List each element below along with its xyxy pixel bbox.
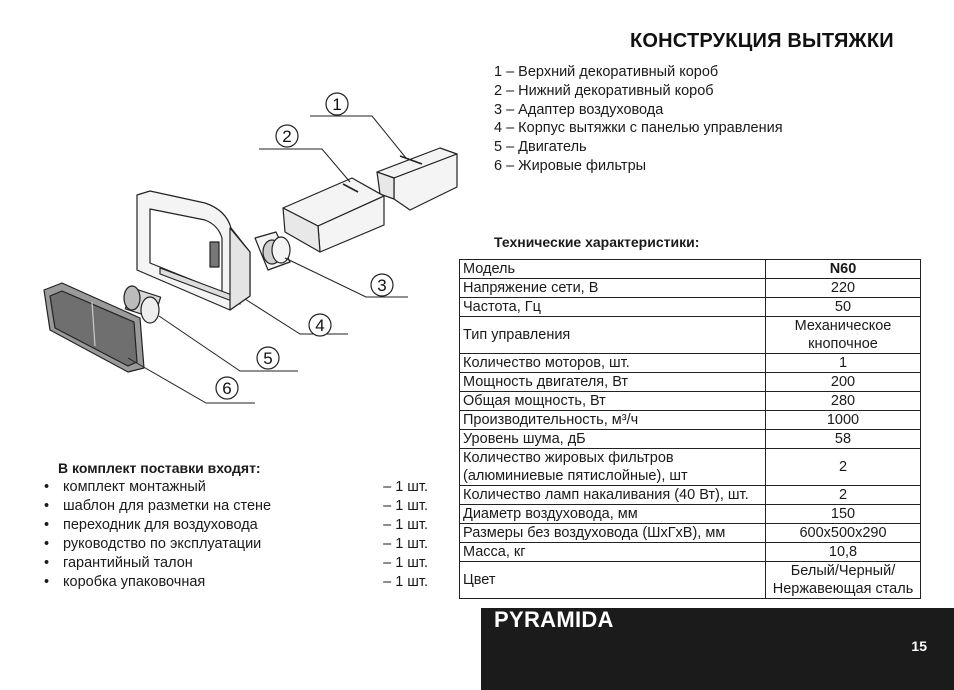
- page-title: КОНСТРУКЦИЯ ВЫТЯЖКИ: [630, 30, 894, 52]
- item-name: переходник для воздуховода: [63, 517, 258, 533]
- bullet-icon: •: [44, 517, 50, 533]
- spec-name: Количество моторов, шт.: [460, 354, 766, 373]
- spec-name: Размеры без воздуховода (ШхГхВ), мм: [460, 524, 766, 543]
- spec-value: N60: [766, 260, 921, 279]
- spec-value: 280: [766, 392, 921, 411]
- legend-item: 5 – Двигатель: [494, 139, 587, 156]
- spec-value: 200: [766, 373, 921, 392]
- spec-name: Количество ламп накаливания (40 Вт), шт.: [460, 486, 766, 505]
- spec-name: Количество жировых фильтров (алюминиевые пятислойные), шт: [460, 449, 766, 486]
- callout-6: 6: [222, 379, 232, 398]
- item-name: руководство по эксплуатации: [63, 536, 262, 552]
- item-qty: – 1 шт.: [383, 574, 428, 590]
- table-row: [460, 260, 921, 279]
- spec-value: Белый/Черный/ Нержавеющая сталь: [766, 562, 921, 599]
- spec-value: 10,8: [766, 543, 921, 562]
- table-row: [460, 411, 921, 430]
- spec-value: 1: [766, 354, 921, 373]
- bullet-icon: •: [44, 498, 50, 514]
- table-row: [460, 392, 921, 411]
- item-qty: – 1 шт.: [383, 479, 428, 495]
- spec-value: 50: [766, 298, 921, 317]
- duct-adapter-part: [255, 232, 290, 270]
- page-footer: [481, 608, 954, 690]
- table-row: [460, 279, 921, 298]
- bullet-icon: •: [44, 479, 50, 495]
- callout-5: 5: [263, 349, 273, 368]
- table-row: [460, 524, 921, 543]
- list-item: [44, 478, 428, 497]
- spec-value: 58: [766, 430, 921, 449]
- item-name: комплект монтажный: [63, 479, 206, 495]
- legend-item: 1 – Верхний декоративный короб: [494, 64, 719, 80]
- spec-name: Диаметр воздуховода, мм: [460, 505, 766, 524]
- brand-logo: PYRAMIDA: [494, 607, 614, 632]
- upper-box-part: [377, 148, 457, 210]
- legend-item: 2 – Нижний декоративный короб: [494, 82, 714, 99]
- legend-item: 4 – Корпус вытяжки с панелью управления: [494, 120, 783, 137]
- page-number: 15: [911, 638, 927, 654]
- spec-name: Масса, кг: [460, 543, 766, 562]
- callout-4: 4: [315, 316, 325, 335]
- table-row: [460, 354, 921, 373]
- list-item: [44, 573, 428, 592]
- table-row: [460, 562, 921, 599]
- table-row: [460, 449, 921, 486]
- spec-value: 2: [766, 449, 921, 486]
- specs-title: Технические характеристики:: [494, 234, 700, 250]
- spec-value: 600x500x290: [766, 524, 921, 543]
- spec-name: Цвет: [460, 562, 766, 599]
- list-item: [44, 554, 428, 573]
- item-qty: – 1 шт.: [383, 498, 428, 514]
- package-contents-title: В комплект поставки входят:: [58, 460, 261, 476]
- legend-item: 6 – Жировые фильтры: [494, 157, 647, 174]
- spec-name: Мощность двигателя, Вт: [460, 373, 766, 392]
- item-qty: – 1 шт.: [383, 555, 428, 571]
- table-row: [460, 430, 921, 449]
- item-qty: – 1 шт.: [383, 517, 428, 533]
- lower-box-part: [283, 178, 384, 252]
- bullet-icon: •: [44, 555, 50, 571]
- item-name: гарантийный талон: [63, 555, 193, 571]
- spec-name: Напряжение сети, В: [460, 279, 766, 298]
- legend-item: 3 – Адаптер воздуховода: [494, 101, 664, 118]
- package-contents: [44, 460, 428, 592]
- list-item: [44, 516, 428, 535]
- spec-value: Механическое кнопочное: [766, 317, 921, 354]
- spec-name: Частота, Гц: [460, 298, 766, 317]
- table-row: [460, 543, 921, 562]
- list-item: [44, 497, 428, 516]
- table-row: [460, 486, 921, 505]
- spec-name: Уровень шума, дБ: [460, 430, 766, 449]
- spec-name: Общая мощность, Вт: [460, 392, 766, 411]
- spec-value: 220: [766, 279, 921, 298]
- callout-2: 2: [282, 127, 292, 146]
- spec-value: 1000: [766, 411, 921, 430]
- spec-value: 2: [766, 486, 921, 505]
- table-row: [460, 505, 921, 524]
- spec-name: Тип управления: [460, 317, 766, 354]
- table-row: [460, 317, 921, 354]
- specs-table: [459, 259, 921, 599]
- spec-value: 150: [766, 505, 921, 524]
- spec-name: Модель: [460, 260, 766, 279]
- callout-1: 1: [332, 95, 342, 114]
- bullet-icon: •: [44, 536, 50, 552]
- hood-body-part: [137, 191, 250, 310]
- spec-name: Производительность, м³/ч: [460, 411, 766, 430]
- item-name: коробка упаковочная: [63, 574, 206, 590]
- item-name: шаблон для разметки на стене: [63, 498, 272, 514]
- list-item: [44, 535, 428, 554]
- callout-3: 3: [377, 276, 387, 295]
- item-qty: – 1 шт.: [383, 536, 428, 552]
- bullet-icon: •: [44, 574, 50, 590]
- table-row: [460, 373, 921, 392]
- table-row: [460, 298, 921, 317]
